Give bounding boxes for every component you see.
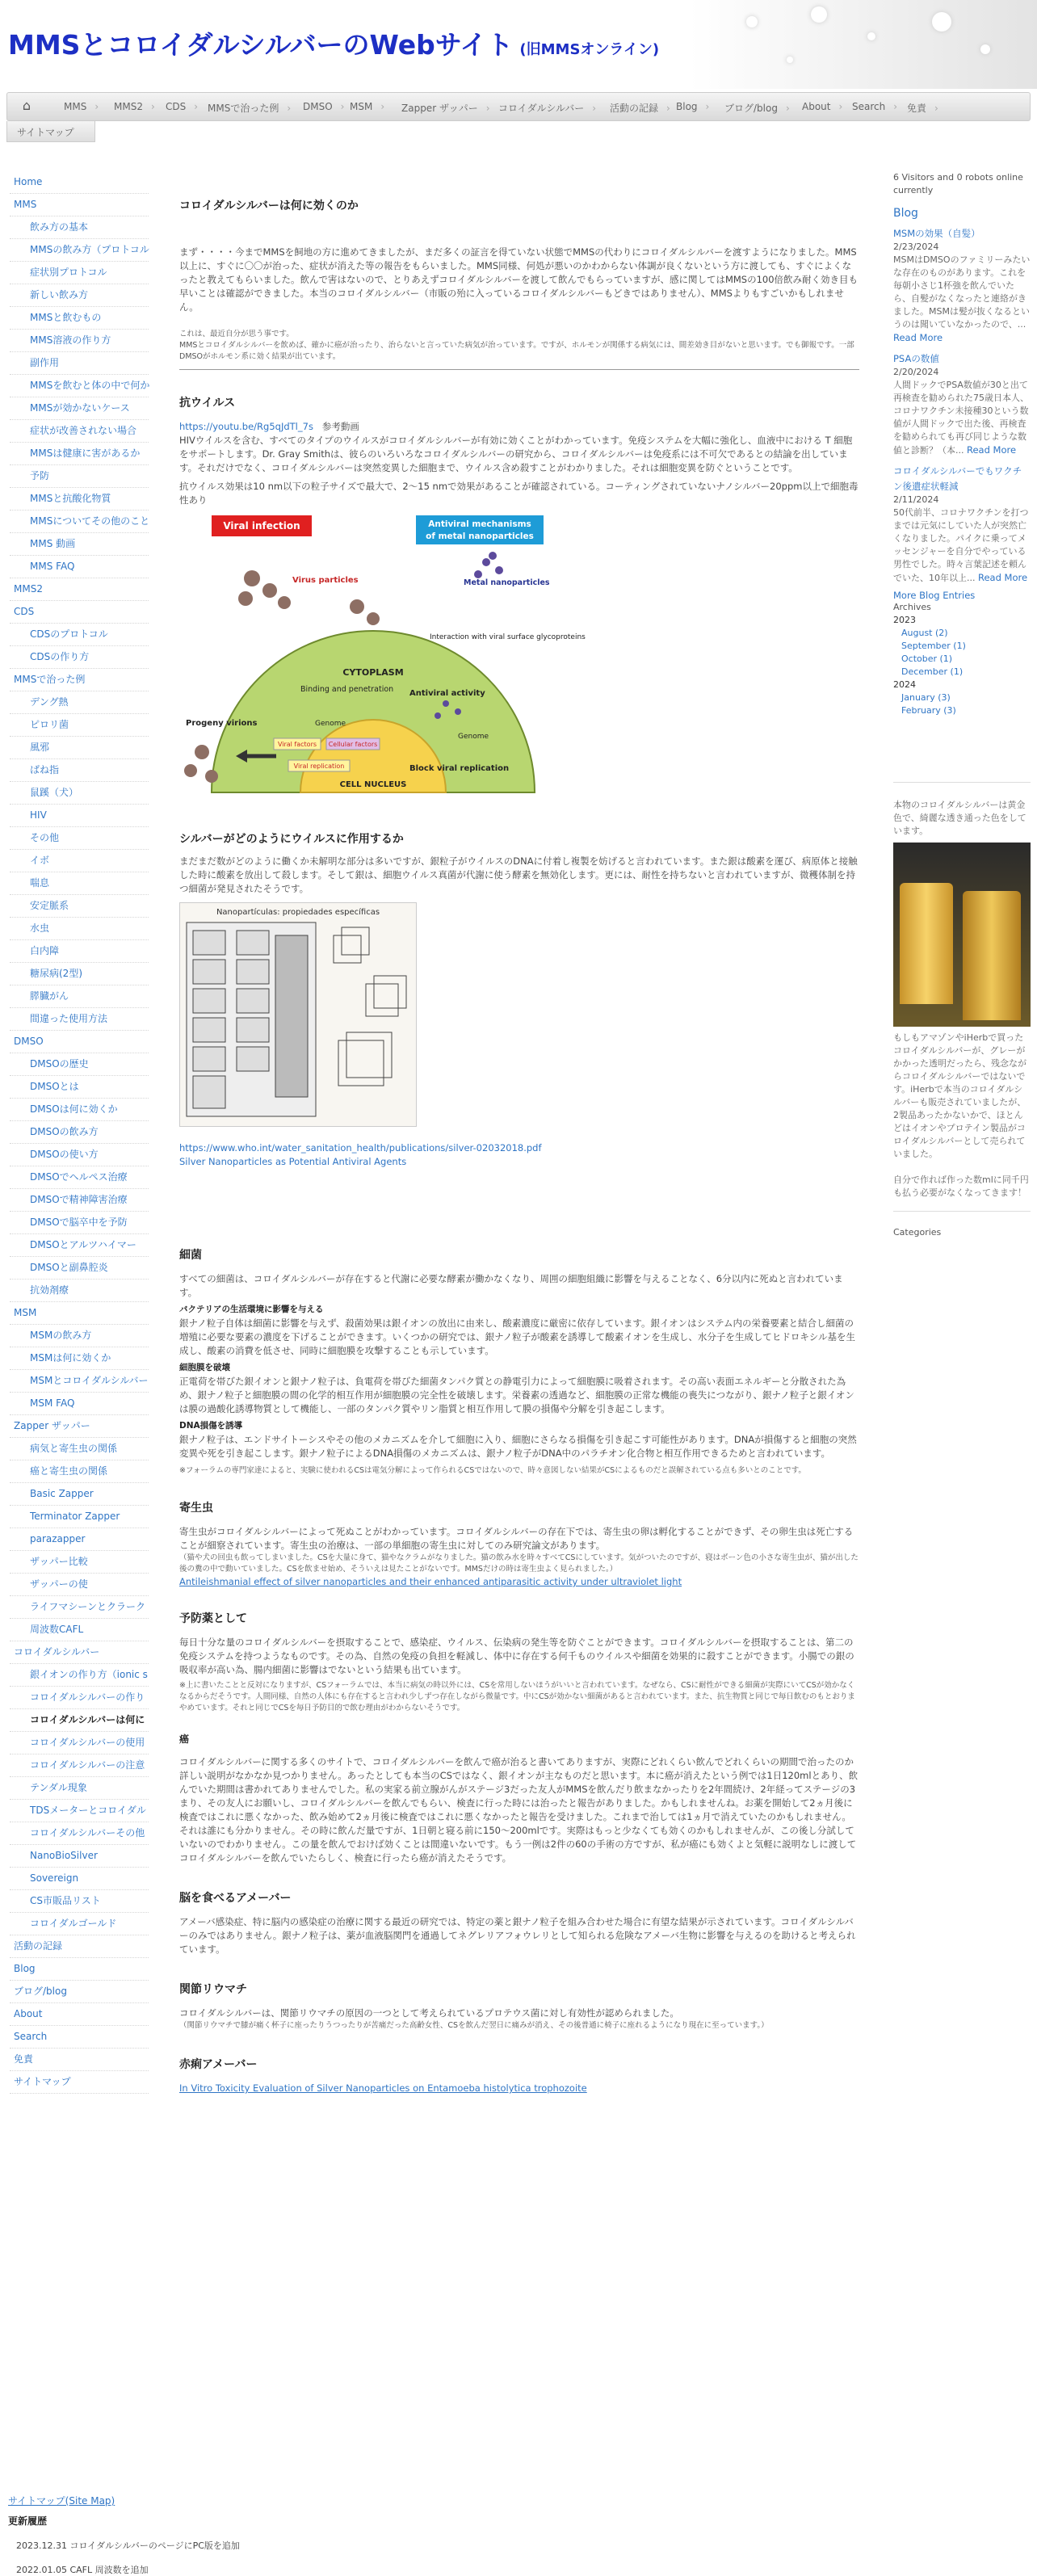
how-silver-works-text: まだまだ数がどのように働くか未解明な部分は多いですが、銀粒子がウイルスのDNAに付着し複製を妨げると言われています。また銀は酸素を運び、病原体と接触した時に酸素を放出して殺します。そして銀は、細胞ウイルス真菌が代謝に使う酵素を無効化します。更には、耐性を持ちないと言われていますが、微穫体制を持つ細菌が発見されたそうです。 <box>179 855 858 894</box>
sidebar-item[interactable]: DMSOとは <box>10 1076 149 1099</box>
sidebar-item[interactable]: コロイダルシルバーの注意 <box>10 1754 149 1777</box>
nav-item[interactable]: DMSO › <box>303 101 344 114</box>
sidebar-item[interactable]: MMS2 <box>10 578 149 601</box>
sidebar-item[interactable]: デング熱 <box>10 691 149 714</box>
blog-post-date: 2/11/2024 <box>893 494 939 505</box>
sidebar-item[interactable]: 膵臓がん <box>10 985 149 1008</box>
sidebar-item[interactable]: 安定脈系 <box>10 895 149 918</box>
metal-np-label: Metal nanoparticles <box>464 578 550 587</box>
sidebar-item[interactable]: 白内障 <box>10 940 149 963</box>
header-decoration <box>690 0 1037 89</box>
blog-post <box>893 225 1031 345</box>
nav-item[interactable]: MMS2 › <box>114 101 155 114</box>
sidebar-item[interactable]: MMSで治った例 <box>10 669 149 691</box>
more-blog-entries-link[interactable]: More Blog Entries <box>893 590 976 601</box>
antiviral-agents-link-row <box>179 1155 859 1169</box>
sidebar-item[interactable]: CS市販品リスト <box>10 1890 149 1913</box>
archive-month-link[interactable]: September (1) <box>901 641 966 651</box>
sidebar-item[interactable]: 症状が改善されない場合 <box>10 420 149 443</box>
viral-replication-label: Viral replication <box>293 763 345 770</box>
sidebar-item[interactable]: MMSは健康に害があるか <box>10 443 149 465</box>
bacteria-text: すべての細菌は、コロイダルシルバーが存在すると代謝に必要な酵素が働かなくなり、周囲の細胞組織に影響を与えることなく、6分以内に死ぬと言われています。 <box>179 1273 843 1298</box>
blog-post-excerpt: 50代前半、コロナワクチンを打つまでは元気にしていた人が突然亡くなりました。パイクに乗ってメッセンジャーを自分でやっている男性でした。時々言葉記述を頼んでいた、10年以上... Read More <box>893 507 1029 583</box>
sidebar-item[interactable]: ばね指 <box>10 759 149 782</box>
sidebar-item[interactable]: ライフマシーンとクラーク <box>10 1596 149 1619</box>
nav-item[interactable]: ブログ/blog › <box>724 101 790 114</box>
sidebar-item[interactable]: DMSOの使い方 <box>10 1144 149 1166</box>
archive-month-link[interactable]: December (1) <box>901 666 964 677</box>
parasites-link-row <box>179 1575 859 1589</box>
sidebar-item[interactable]: MMSと飲むもの <box>10 307 149 330</box>
divider <box>179 369 859 370</box>
colloidal-silver-photo <box>893 843 1031 1027</box>
sidebar-item[interactable]: MMS 動画 <box>10 533 149 556</box>
archive-month-link[interactable]: February (3) <box>901 705 956 716</box>
sidebar-item[interactable]: 飲み方の基本 <box>10 216 149 239</box>
categories-widget <box>893 1211 1031 1239</box>
nav-item[interactable]: CDS › <box>166 101 198 114</box>
prevention-note: ※上に書いたことと反対になりますが、CSフォーラムでは、本当に病気の時以外には、CSを常用しないほうがいいと言われています。なぜなら、CSに耐性ができる細菌が実際にいてCSが効かなくなるからだそうです。人間同様、自然の人体にも存在すると言われ少しずつ存在しながら微量です。中にCSが効かない細菌があると言われています。また、抗生物質と同じで毎日飲むのもとおりまやめています。それと同じでCSを毎日予防目的で飲む理由がわからないそうです。 <box>179 1681 855 1712</box>
binding-label: Binding and penetration <box>300 685 394 694</box>
blog-posts <box>893 225 1031 585</box>
sidebar-item[interactable]: MMS溶液の作り方 <box>10 330 149 352</box>
sidebar-item[interactable]: Home <box>10 171 149 194</box>
sidebar-item[interactable]: 免責 <box>10 2049 149 2071</box>
sidebar-item[interactable]: DMSOで脳卒中を予防 <box>10 1212 149 1234</box>
who-pdf-link[interactable]: https://www.who.int/water_sanitation_health/publications/silver-02032018.pdf <box>179 1142 542 1154</box>
antiviral-activity-label: Antiviral activity <box>409 689 485 698</box>
bacteria-sub-1: バクテリアの生活環境に影響を与える <box>179 1305 324 1314</box>
section-title-antivirus: 抗ウイルス <box>179 397 236 410</box>
sidebar-item[interactable]: MSM FAQ <box>10 1393 149 1415</box>
nav-item[interactable]: コロイダルシルバー › <box>498 101 596 114</box>
sidebar-item[interactable]: MMSが効かないケース <box>10 397 149 420</box>
interaction-label: Interaction with viral surface glycoproteins <box>430 633 586 641</box>
sidebar-item[interactable]: 予防 <box>10 465 149 488</box>
sidebar-item[interactable]: MMSの飲み方（プロトコル <box>10 239 149 262</box>
sidebar-item[interactable]: TDSメーターとコロイダル <box>10 1800 149 1822</box>
sidebar-item[interactable]: MMS <box>10 194 149 216</box>
sidebar-item[interactable]: その他 <box>10 827 149 850</box>
sidebar-item[interactable]: About <box>10 2003 149 2026</box>
sidebar-item[interactable]: ブログ/blog <box>10 1981 149 2003</box>
sidebar-item[interactable]: DMSOで精神障害治療 <box>10 1189 149 1212</box>
archives-title: Archives <box>893 602 931 612</box>
nav-item[interactable]: 免責 › <box>907 101 938 114</box>
nav-item[interactable]: About › <box>802 101 842 114</box>
antivirus-text: HIVウイルスを含む、すべてのタイプのウイルスがコロイダルシルバーが有効に効くことがわかっています。免疫システムを大幅に強化し、血液中における T 細胞をサポートします。Dr. Gray Smithは、彼らのいろいろなコロイダルシルバーの研究から、コロイダルシルバーは免疫系には不可欠であるとの結論を出しています。それだけでなく、コロイダルシルバーは突然変異した細胞まで、ウイルス含め殺すことがわかりました。それは細胞変異を防ぐということです。 <box>179 435 853 473</box>
archives-list <box>893 614 1031 717</box>
nano-cubes <box>334 927 406 1086</box>
blog-post-date: 2/23/2024 <box>893 242 939 252</box>
read-more-link[interactable]: Read More <box>978 572 1028 583</box>
who-link-row <box>179 1141 859 1155</box>
sidebar-item[interactable]: MMSと抗酸化物質 <box>10 488 149 511</box>
sidebar-item[interactable]: Terminator Zapper <box>10 1506 149 1528</box>
cs-text-2: 自分で作れば作った数mlに同千円も払う必要がなくなってきます！ <box>893 1175 1029 1198</box>
antileishmanial-link[interactable]: Antileishmanial effect of silver nanoparticles and their enhanced antiparasitic activity under ultraviolet light <box>179 1576 682 1587</box>
sidebar-item[interactable]: MSMとコロイダルシルバー <box>10 1370 149 1393</box>
sidebar-item[interactable]: イボ <box>10 850 149 872</box>
update-entry: 2022.01.05 CAFL 周波数を追加 <box>16 2565 149 2575</box>
sidebar-item[interactable]: CDS <box>10 601 149 624</box>
sidebar-item[interactable]: DMSOの歴史 <box>10 1053 149 1076</box>
blog-post <box>893 462 1031 585</box>
sidebar-item[interactable]: DMSOの飲み方 <box>10 1121 149 1144</box>
sidebar-item[interactable]: Basic Zapper <box>10 1483 149 1506</box>
blog-widget-title: Blog <box>893 207 918 220</box>
sidebar-item[interactable]: MMSを飲むと体の中で何か <box>10 375 149 397</box>
bacteria-text-1: 銀ナノ粒子自体は細菌に影響を与えず、殺菌効果は銀イオンの放出に由来し、酸素濃度に厳密に依存しています。銀イオンはシステム内の栄養要素と結合し細菌の増殖に必要な要素の濃度を下げることができます。いくつかの研究では、銀ナノ粒子が酸素を誘導して酸素イオンを生成し、水分子を生成してヒドロキシル基を生成し、酸素の消費を低させ、同時に細胞膜を攻撃することも示しています。 <box>179 1317 856 1356</box>
home-icon[interactable]: ⌂ <box>22 98 31 113</box>
sidebar-item[interactable]: コロイダルシルバーの作り <box>10 1687 149 1709</box>
sidebar-item[interactable]: MMS FAQ <box>10 556 149 578</box>
sidebar-item[interactable]: Search <box>10 2026 149 2049</box>
sidebar-item[interactable]: CDSのプロトコル <box>10 624 149 646</box>
antivirus-text-2: 抗ウイルス効果は10 nm以下の粒子サイズで最大で、2〜15 nmで効果があることが確認されている。コーティングされていないナノシルバー20ppm以上で細胞毒性あり <box>179 481 859 506</box>
sidebar-item[interactable]: 抗効剤療 <box>10 1280 149 1302</box>
nav-item[interactable]: Blog › <box>676 101 709 114</box>
sidebar-item[interactable]: DMSOは何に効くか <box>10 1099 149 1121</box>
bacteria-text-2: 正電荷を帯びた銀イオンと銀ナノ粒子は、負電荷を帯びた細菌タンパク質との静電引力によって細胞膜に吸着されます。その高い表面エネルギーと分散された為め、銀ナノ粒子と細胞膜の間の化学的相互作用が細胞膜の完全性を破壊します。栄養素の透過など、細胞膜の正常な機能の喪失につながり、銀ナノ粒子と銀イオンは膜の過酸化誘導物質として機能し、一部のタンパク質やリン脂質と相互作用して膜の損傷や分解を引き起こします。 <box>179 1376 854 1414</box>
sidebar-item[interactable]: 新しい飲み方 <box>10 284 149 307</box>
blog-post-excerpt: 人間ドックでPSA数値が30と出て再検査を勧められた75歳日本人、コロナワクチン未接種30という数値が人間ドックで出た後、再検査を勧められても再び同じような数値と診断？（本... Read More <box>893 380 1029 456</box>
parasites-note: （猫や犬の回虫も飲ってしまいました。CSを大量に身て、猫やなクラムがなりました。猫の飲み水を時々すべてCSにしています。気がついたのですが、寝はボーン色の小さな寄生虫が、猫が出した後の糞の中で動いていました。CSを飲ませ始め、そういえは見たことがないです。MMSだけの時は寄生虫よく見られました。） <box>179 1553 859 1574</box>
sidebar-item[interactable]: Sovereign <box>10 1868 149 1890</box>
rheumatism-text: コロイダルシルバーは、関節リウマチの原因の一つとして考えられているプロテウス菌に対し有効性が認められました。 <box>179 2007 679 2019</box>
genome-label-2: Genome <box>458 733 489 741</box>
sidebar-item[interactable]: MSMは何に効くか <box>10 1347 149 1370</box>
cs-widget <box>893 782 1031 1200</box>
nano-figure-panels <box>187 922 316 1116</box>
nav-item[interactable]: 活動の記録 › <box>610 101 670 114</box>
sidebar-item[interactable]: Zapper ザッパー <box>10 1415 149 1438</box>
cellular-factors-label: Cellular factors <box>328 741 378 748</box>
sidebar-item[interactable]: DMSOとアルツハイマー <box>10 1234 149 1257</box>
sidebar-item[interactable]: 病気と寄生虫の関係 <box>10 1438 149 1460</box>
section-title-rheumatism: 関節リウマチ <box>179 1983 247 1996</box>
sidebar-item[interactable]: 風邪 <box>10 737 149 759</box>
sidebar-item[interactable]: コロイダルシルバー <box>10 1641 149 1664</box>
sidebar-item[interactable]: Blog <box>10 1958 149 1981</box>
sidebar-item[interactable]: MSMの飲み方 <box>10 1325 149 1347</box>
progeny-label: Progeny virions <box>186 719 258 728</box>
sidebar-item[interactable]: DMSO <box>10 1031 149 1053</box>
site-header <box>0 0 1037 89</box>
visitor-counter: 6 Visitors and 0 robots online currently <box>893 172 1023 195</box>
nav-item-sitemap[interactable]: サイトマップ <box>17 127 74 138</box>
footer-sitemap-link[interactable]: サイトマップ(Site Map) <box>8 2495 115 2507</box>
sidebar-item[interactable]: 癌と寄生虫の関係 <box>10 1460 149 1483</box>
sidebar-item[interactable]: 糖尿病(2型) <box>10 963 149 985</box>
rheumatism-note: （関節リウマチで膝が痛く杯子に座ったりうつったりが苦痛だった高齢女性、CSを飲んだ翌日に痛みが消え、その後普通に椅子に座れるようになり現在に至っています。） <box>179 2021 769 2030</box>
site-subtitle: (旧MMSオンライン) <box>519 41 660 58</box>
section-title-how-silver-works: シルバーがどのようにウイルスに作用するか <box>179 833 404 846</box>
blog-post-title[interactable]: MSMの効果（自髪） <box>893 228 980 239</box>
cs-caption: 本物のコロイダルシルバーは黄金色で、綺麗な透き通った色をしています。 <box>893 800 1027 836</box>
dysentery-link-row <box>179 2082 859 2095</box>
top-nav-row-2 <box>6 121 95 142</box>
sidebar-item[interactable]: HIV <box>10 805 149 827</box>
sidebar-item[interactable]: コロイダルゴールド <box>10 1913 149 1935</box>
blog-post <box>893 350 1031 457</box>
parasites-text: 寄生虫がコロイダルシルバーによって死ぬことがわかっています。コロイダルシルバーの存在下では、寄生虫の卵は孵化することができず、その卵生虫は死亡することが細察されています。寄生虫の治療は、一部の単細胞の寄生虫に対してのみ研究論文があります。 <box>179 1526 854 1551</box>
mechanism-label-1: Antiviral mechanisms <box>428 519 531 529</box>
categories-title: Categories <box>893 1227 942 1238</box>
section-title-cancer: 癌 <box>179 1733 190 1745</box>
virus-particles-label: Virus particles <box>292 576 359 585</box>
sidebar-item[interactable]: CDSの作り方 <box>10 646 149 669</box>
update-entry: 2023.12.31 コロイダルシルバーのページにPC版を追加 <box>16 2540 240 2551</box>
cytoplasm-label: CYTOPLASM <box>342 667 404 678</box>
archive-month-link[interactable]: January (3) <box>901 692 951 703</box>
blog-post-excerpt: MSMはDMSOのファミリーみたいな存在のものがあります。これを毎朝小さじ1杯強を飲んでいたら、自髪がなくなったと連絡がきました。MSMは髪が抜くなるというのは聞いていなかったので、... Read More <box>893 254 1031 343</box>
reference-video-label: 参考動画 <box>321 421 359 432</box>
cs-text: もしもアマゾンやiHerbで買ったコロイダルシルバーが、グレーがかかった透明だったら、残念ながらコロイダルシルバーではないです。iHerbで本当のコロイダルシルバーも販売されていましたが、2製品あったかないかで、ほとんどはイオンやプロテイン製品がコロイダルシルバーとして売られていました。 <box>893 1032 1027 1159</box>
sidebar-item[interactable]: 鼠蹊（犬） <box>10 782 149 805</box>
nav-item[interactable]: Search › <box>852 101 897 114</box>
sidebar-item[interactable]: 喘息 <box>10 872 149 895</box>
site-title[interactable] <box>8 24 659 62</box>
blog-post-title[interactable]: PSAの数値 <box>893 353 939 364</box>
sidebar-item[interactable]: コロイダルシルバーの使用 <box>10 1732 149 1754</box>
sidebar-item[interactable]: 周波数CAFL <box>10 1619 149 1641</box>
section-title-bacteria: 細菌 <box>179 1249 202 1262</box>
section-title-prevention: 予防薬として <box>179 1612 247 1625</box>
sidebar-item[interactable]: NanoBioSilver <box>10 1845 149 1868</box>
sidebar-item[interactable]: 水虫 <box>10 918 149 940</box>
bacteria-note: ※フォーラムの専門家達によると、実験に使われるCSは電気分解によって作られるCSではないので、時々意図しない結果がCSによるものだと誤解されている点も多いとのことです。 <box>179 1466 806 1475</box>
sidebar-item[interactable]: ザッパーの使 <box>10 1574 149 1596</box>
read-more-link[interactable]: Read More <box>967 444 1017 456</box>
section-title-parasites: 寄生虫 <box>179 1502 213 1515</box>
viral-factors-label: Viral factors <box>277 741 317 748</box>
sidebar-item[interactable]: 銀イオンの作り方（ionic s <box>10 1664 149 1687</box>
cancer-text: コロイダルシルバーに関する多くのサイトで、コロイダルシルバーを飲んで癌が治ると書いてありますが、実際にどれくらい飲んでどれくらいの期間で治ったのか詳しい説明がなかなか見つかりません。あったとしても本当のCSではなく、銀イオンが主なものだと思います。本に癌が消えたという例では1日120mlとあり、飲んでいた期間は書かれてありませんでした。私の実家る前立腺がんがステージ3だった友人がMMSを飲んだり飲まなかったりを2年間続け、2年経ってステージの3まり、その友人にお願いし、コロイダルシルバーを飲んでもらい、検査に行った時には治ったと報告がありました。かもしれませんね。お薬を開始して2ヵ月後に検査ではこれに悪くなかった、飲み始めて2ヵ月後に検査ではこれに悪くなかったと報告を受けました。これまで治しては1ヵ月で消えていたのかもしれません。それは誰にも分かりません。その時に飲んだ量ですが、1日朝と寝る前に150〜200mlです。実際はもっと少なくても効くのかもしれませんが、この後し分試していないのでわかりません。この量を飲んでおけば効くことは間違いないです。もう一例は2件の60の手術の方ですが、私が癌にも効くよと気軽に説明なしに渡してコロイダルシルバーを飲んでいたらしく、検査に行ったら癌が消えたそうです。 <box>179 1756 859 1864</box>
update-history-title: 更新履歴 <box>8 2515 48 2527</box>
left-sidebar <box>10 171 149 2094</box>
nav-item[interactable]: MMSで治った例 › <box>208 101 291 114</box>
blog-post-title[interactable]: コロイダルシルバーでもワクチン後遺症状軽減 <box>893 465 1022 492</box>
read-more-link[interactable]: Read More <box>893 332 943 343</box>
sidebar-item[interactable]: parazapper <box>10 1528 149 1551</box>
sidebar-item[interactable]: 活動の記録 <box>10 1935 149 1958</box>
block-replication-label: Block viral replication <box>409 764 510 773</box>
archive-year: 2024 <box>893 679 916 690</box>
sidebar-item[interactable]: コロイダルシルバーその他 <box>10 1822 149 1845</box>
archive-month-link[interactable]: August (2) <box>901 628 948 638</box>
genome-label: Genome <box>315 720 346 728</box>
youtube-link[interactable]: https://youtu.be/Rg5qJdTl_7s <box>179 421 313 432</box>
nav-item[interactable]: MMS › <box>64 101 99 114</box>
section-title-dysentery: 赤痢アメーバー <box>179 2058 258 2071</box>
nano-figure-title: Nanopartículas: propiedades específicas <box>216 908 380 917</box>
sidebar-item[interactable]: MMSについてその他のこと <box>10 511 149 533</box>
site-title-text: MMSとコロイダルシルバーのWebサイト <box>8 29 514 61</box>
antivirus-link-row <box>179 420 859 434</box>
antiviral-agents-link[interactable]: Silver Nanoparticles as Potential Antiviral Agents <box>179 1156 407 1167</box>
footer <box>8 2492 1029 2576</box>
antiviral-mechanism-figure <box>179 514 586 800</box>
sidebar-item[interactable]: DMSOでヘルペス治療 <box>10 1166 149 1189</box>
section-title-amoeba: 脳を食べるアメーバー <box>179 1892 292 1905</box>
bacteria-sub-2: 細胞膜を破壊 <box>179 1363 230 1372</box>
intro-note: これは、最近自分が思う事です。 MMSとコロイダルシルバーを飲めば、確かに癌が治ったり、治らないと言っていた病気が治っています。ですが、ホルモンが関係する病気には、間差効き目がないと思います。でも御報です。一部DMSOがホルモン系に効く結果が出ています。 <box>179 330 854 361</box>
dysentery-link[interactable]: In Vitro Toxicity Evaluation of Silver Nanoparticles on Entamoeba histolytica trophozoite <box>179 2082 587 2094</box>
archive-month-link[interactable]: October (1) <box>901 653 953 664</box>
sidebar-item[interactable]: MSM <box>10 1302 149 1325</box>
main-content <box>179 171 859 2095</box>
sidebar-item[interactable]: コロイダルシルバーは何に <box>10 1709 149 1732</box>
page-title: コロイダルシルバーは何に効くのか <box>179 200 359 212</box>
nav-item[interactable]: Zapper ザッパー › <box>401 101 490 114</box>
archive-year: 2023 <box>893 615 916 625</box>
prevention-text: 毎日十分な量のコロイダルシルバーを摂取することで、感染症、ウイルス、伝染病の発生等を防ぐことができます。コロイダルシルバーを摂取することは、第二の免疫システムを持つようなものです。その為、自然の免疫の負担を軽減し、体中に存在する何千ものウイルスや細菌を効果的に殺すことができます。小腸での銀の吸収率が高い為、腸内細菌に影響はでないという結果も出ています。 <box>179 1637 854 1675</box>
blog-post-date: 2/20/2024 <box>893 367 939 377</box>
sidebar-item[interactable]: 副作用 <box>10 352 149 375</box>
viral-infection-label: Viral infection <box>223 520 300 532</box>
nanoparticle-properties-figure <box>179 902 417 1127</box>
nucleus-label: CELL NUCLEUS <box>339 780 407 789</box>
bacteria-text-3: 銀ナノ粒子は、エンドサイトーシスやその他のメカニズムを介して細胞に入り、細胞にさらなる損傷を引き起こす可能性があります。DNAが損傷すると細胞の突然変異や死を引き起こします。銀ナノ粒子によるDNA損傷のメカニズムは、銀ナノ粒子がDNA中のパラチオン化合物と相互作用できるためと言われています。 <box>179 1434 857 1459</box>
right-sidebar <box>893 171 1031 1239</box>
sidebar-item[interactable]: 間違った使用方法 <box>10 1008 149 1031</box>
sidebar-item[interactable]: DMSOと副鼻腔炎 <box>10 1257 149 1280</box>
mechanism-label-2: of metal nanoparticles <box>426 532 534 541</box>
nav-item[interactable]: MSM › <box>350 101 384 114</box>
amoeba-text: アメーバ感染症、特に脳内の感染症の治療に関する最近の研究では、特定の薬と銀ナノ粒子を組み合わせた場合に有望な結果が示されています。コロイダルシルバーのみではありません。銀ナノ粒子は、薬が血液脳関門を通過してネグレリアフォウレリとして知られる危険なアメーバ生物に影響を与えるのを助けると考えられています。 <box>179 1916 856 1955</box>
bacteria-sub-3: DNA損傷を誘導 <box>179 1421 243 1431</box>
sidebar-item[interactable]: サイトマップ <box>10 2071 149 2094</box>
top-nav <box>6 92 1031 121</box>
sidebar-item[interactable]: ザッパー比較 <box>10 1551 149 1574</box>
sidebar-item[interactable]: 症状別プロトコル <box>10 262 149 284</box>
sidebar-item[interactable]: テンダル現象 <box>10 1777 149 1800</box>
sidebar-item[interactable]: ピロリ菌 <box>10 714 149 737</box>
intro-text: まず・・・・今までMMSを飼地の方に進めてきましたが、まだ多くの証言を得ていない状態でMMSの代わりにコロイダルシルバーを渡すようになりました。MMS以上に、すぐに〇〇が治った、症状が消えた等の報告をもらいました。MMS同様、何処が悪いのかわからない体調が良くないという方に渡しても、すぐによくなったと教えてもらいました。飲んで害はないので、とりあえずコロイダルシルバーを渡して飲んでもらっていますが、感に関してはMMSの100倍飲み耐く効き目も早いことは確認ができました。本当のコロイダルシルバー（市販の殆に入っているコロイダルシルバーもどきではありません）、MMSよりもすごいかもしれません。 <box>179 246 859 313</box>
